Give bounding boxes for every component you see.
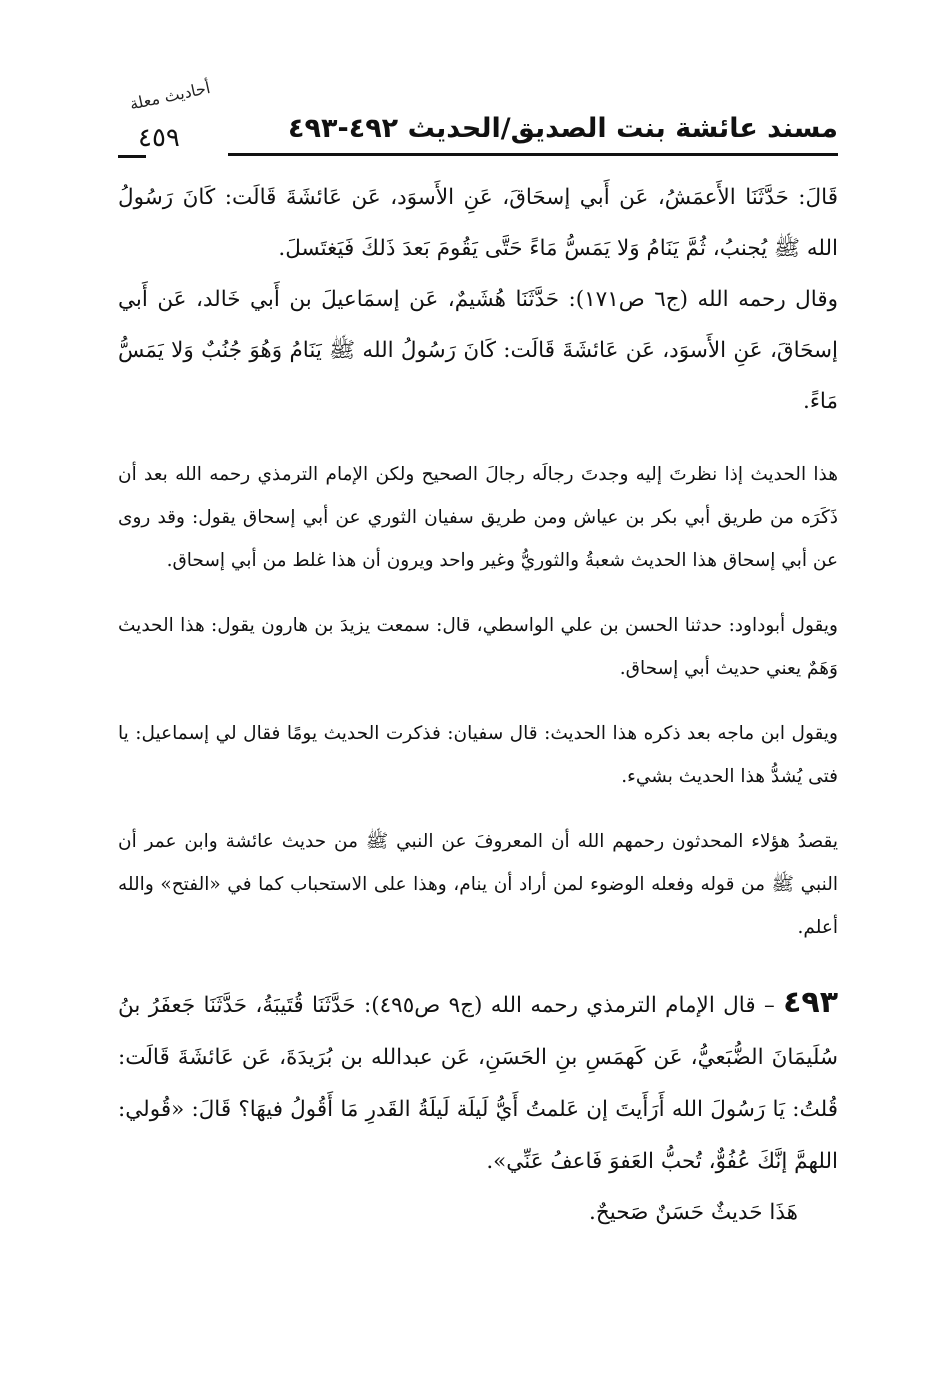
- header-title: مسند عائشة بنت الصديق/الحديث ٤٩٢-٤٩٣: [288, 113, 838, 144]
- hadith-493: [118, 977, 838, 1188]
- hadith-492-paragraph-2: وقال رحمه الله (ج٦ ص١٧١): حَدَّثَنَا هُشَيمٌ، عَن إسمَاعيلَ بن أَبي خَالد، عَن أَبي إسحَاقَ، عَنِ الأَسوَد، عَن عَائشَةَ قَالَت: كَانَ رَسُولُ الله ﷺ يَنَامُ وَهُوَ جُنُبٌ وَلا يَمَسُّ مَاءً.: [118, 287, 838, 414]
- commentary-paragraph-3: ويقول ابن ماجه بعد ذكره هذا الحديث: قال سفيان: فذكرت الحديث يومًا فقال لي إسماعيل: يا فتى يُشدُّ هذا الحديث بشيء.: [118, 723, 838, 787]
- header-rule: [228, 153, 838, 156]
- hadith-492-paragraph-1: قَالَ: حَدَّثَنَا الأَعمَشُ، عَن أَبي إسحَاقَ، عَنِ الأَسوَد، عَن عَائشَةَ قَالَت: كَانَ رَسُولُ الله ﷺ يُجنبُ، ثُمَّ يَنَامُ وَلا يَمَسُّ مَاءً حَتَّى يَقُومَ بَعدَ ذَلكَ فَيَغتَسلَ.: [118, 185, 838, 261]
- hadith-number: ٤٩٣: [783, 985, 839, 1020]
- hadith-493-text: قال الإمام الترمذي رحمه الله (ج٩ ص٤٩٥): حَدَّثَنَا قُتَيبَةُ، حَدَّثَنَا جَعفَرُ بنُ سُلَيمَانَ الضُّبَعيُّ، عَن كَهمَسِ بنِ الحَسَنِ، عَن عبدالله بن بُرَيدَةَ، عَن عَائشَةَ قَالَت: قُلتُ: يَا رَسُولَ الله أَرَأَيتَ إن عَلمتُ أَيُّ لَيلَة لَيلَةُ القَدرِ مَا أَقُولُ فيهَا؟ قَالَ: «قُولي: اللهمَّ إنَّكَ عُفُوٌّ، تُحبُّ العَفوَ فَاعفُ عَنِّي».: [118, 993, 838, 1174]
- handwritten-margin-note: أحاديث معلة: [128, 78, 212, 114]
- commentary-paragraph-1: هذا الحديث إذا نظرتَ إليه وجدتَ رجالَه رجالَ الصحيح ولكن الإمام الترمذي رحمه الله بعد أن ذَكَرَه من طريق أبي بكر بن عياش ومن طريق سفيان الثوري عن أبي إسحاق يقول: وقد روى عن أبي إسحاق هذا الحديث شعبةُ والثوريُّ وغير واحد ويرون أن هذا غلط من أبي إسحاق.: [118, 464, 838, 571]
- page-header: [118, 78, 838, 165]
- page-number-rule: [118, 155, 146, 158]
- hadith-number-dash: –: [755, 993, 784, 1018]
- commentary-paragraph-2: ويقول أبوداود: حدثنا الحسن بن علي الواسطي، قال: سمعت يزيدَ بن هارون يقول: هذا الحديث وَهَمٌ يعني حديث أبي إسحاق.: [118, 615, 838, 679]
- page-body: [118, 172, 838, 1238]
- page-number: ٤٥٩: [138, 123, 180, 153]
- commentary-paragraph-4: يقصدُ هؤلاء المحدثون رحمهم الله أن المعروفَ عن النبي ﷺ من حديث عائشة وابن عمر أن النبي ﷺ من قوله وفعله الوضوء لمن أراد أن ينام، وهذا على الاستحباب كما في «الفتح» والله أعلم.: [118, 831, 838, 938]
- hadith-grade: هَذَا حَديثٌ حَسَنٌ صَحيحٌ.: [589, 1200, 798, 1225]
